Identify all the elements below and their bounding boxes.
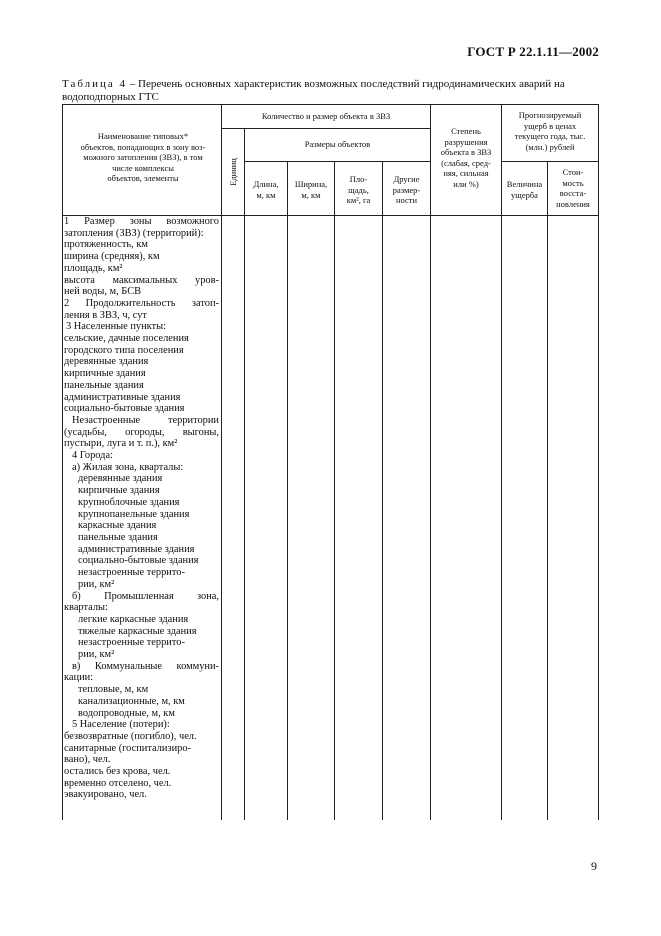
document-code: ГОСТ Р 22.1.11—2002 — [467, 44, 599, 59]
table-row-label: социально-бытовые здания — [78, 555, 199, 567]
table-row-label: панельные здания — [64, 379, 144, 391]
table-row-label: 2 Продолжительность затоп- — [64, 297, 219, 309]
table-row-label: 5 Население (потери): — [72, 719, 170, 731]
table-row-label: остались без крова, чел. — [64, 766, 171, 778]
table-row-label: деревянные здания — [64, 356, 149, 368]
table-top-border — [62, 104, 598, 105]
table-row-label: санитарные (госпитализиро- — [64, 742, 191, 754]
table-row-label: 3 Населенные пункты: — [66, 321, 167, 333]
header-rule-1 — [221, 128, 430, 129]
col-divider-area — [334, 161, 335, 820]
header-sizes-group: Размеры объектов — [304, 139, 371, 149]
col-divider-damage — [501, 104, 502, 820]
table-row-label: деревянные здания — [78, 473, 163, 485]
table-row-label: сельские, дачные поселения — [64, 333, 189, 345]
table-row-label: водопроводные, м, км — [78, 707, 175, 719]
table-row-label: кварталы: — [64, 602, 108, 614]
table-row-label: протяженность, км — [64, 239, 148, 251]
header-col-name: Наименование типовых* объектов, попадающих в зону воз- можного затопления (ЗВЗ), в том числе комплексы объектов, элементы — [80, 131, 206, 183]
header-area: Пло- щадь, км², га — [346, 174, 371, 205]
table-row-label: вано), чел. — [64, 754, 111, 766]
table-row-label: кирпичные здания — [78, 485, 160, 497]
header-rule-2 — [244, 161, 430, 162]
col-divider-length — [244, 128, 245, 820]
page-number: 9 — [591, 859, 597, 873]
table-row-label: эвакуировано, чел. — [64, 789, 147, 801]
table-left-border — [62, 104, 63, 820]
table — [62, 104, 598, 820]
table-row-label: в) Коммунальные коммуни- — [72, 660, 219, 672]
header-rule-damage — [501, 161, 598, 162]
table-row-label: канализационные, м, км — [78, 695, 185, 707]
header-damage-value: Величина ущерба — [506, 179, 543, 200]
table-row-label: площадь, км² — [64, 262, 123, 274]
header-damage-group: Прогнозируемый ущерб в ценах текущего года, тыс. (млн.) рублей — [514, 110, 586, 152]
table-row-label: рии, км² — [78, 578, 115, 590]
table-row-label: безвозвратные (погибло), чел. — [64, 730, 197, 742]
table-row-label: незастроенные террито- — [78, 637, 185, 649]
table-label: Таблица 4 — [62, 78, 128, 90]
header-units: Единиц — [228, 158, 238, 186]
col-divider-destruction — [430, 104, 431, 820]
table-row-label: незастроенные террито- — [78, 567, 185, 579]
header-destruction: Степень разрушения объекта в ЗВЗ (слабая, сред- няя, сильная или %) — [440, 126, 492, 189]
table-row-label: панельные здания — [78, 531, 158, 543]
table-row-label: каркасные здания — [78, 520, 157, 532]
table-row-label: затопления (ЗВЗ) (территорий): — [64, 227, 204, 239]
table-row-label: легкие каркасные здания — [78, 613, 189, 625]
table-row-label: ней воды, м, БСВ — [64, 286, 142, 298]
table-row-label: тепловые, м, км — [78, 684, 149, 696]
table-row-label: административные здания — [78, 543, 195, 555]
header-width: Ширина, м, км — [294, 179, 328, 200]
col-divider-width — [287, 161, 288, 820]
table-row-label: пустыри, луга и т. п.), км² — [64, 438, 178, 450]
table-row-label: 4 Города: — [72, 450, 113, 462]
table-title-line1: – Перечень основных характеристик возможных последствий гидродинамических аварий на — [127, 78, 565, 90]
table-row-label: временно отселено, чел. — [64, 777, 172, 789]
header-length: Длина, м, км — [253, 179, 279, 200]
table-body-first-column — [64, 216, 219, 801]
col-divider-other — [382, 161, 383, 820]
table-row-label: крупноблочные здания — [78, 496, 180, 508]
table-row-label: б) Промышленная зона, — [72, 590, 219, 602]
table-row-label: социально-бытовые здания — [64, 403, 185, 415]
table-row-label: тяжелые каркасные здания — [78, 625, 197, 637]
table-row-label: 1 Размер зоны возможного — [64, 216, 219, 227]
table-row-label: ширина (средняя), км — [64, 251, 160, 263]
table-row-label: (усадьбы, огороды, выгоны, — [64, 426, 219, 438]
table-row-label: городского типа поселения — [64, 344, 184, 356]
table-caption — [62, 78, 602, 104]
table-row-label: административные здания — [64, 391, 181, 403]
table-right-border — [598, 104, 599, 820]
header-restoration: Стои- мость восста- новления — [556, 167, 590, 209]
header-qty-group: Количество и размер объекта в ЗВЗ — [261, 111, 391, 121]
table-row-label: рии, км² — [78, 649, 115, 661]
table-row-label: крупнопанельные здания — [78, 508, 190, 520]
table-row-label: высота максимальных уров- — [64, 274, 219, 286]
table-row-label: кации: — [64, 672, 94, 684]
table-row-label: кирпичные здания — [64, 368, 146, 380]
col-divider-units — [221, 104, 222, 820]
table-row-label: а) Жилая зона, кварталы: — [72, 461, 184, 473]
header-other: Другие размер- ности — [392, 174, 421, 205]
table-row-label: Незастроенные территории — [72, 414, 219, 426]
col-divider-restoration — [547, 161, 548, 820]
table-title-line2: водоподпорных ГТС — [62, 91, 159, 103]
table-row-label: ления в ЗВЗ, ч, сут — [64, 309, 147, 321]
